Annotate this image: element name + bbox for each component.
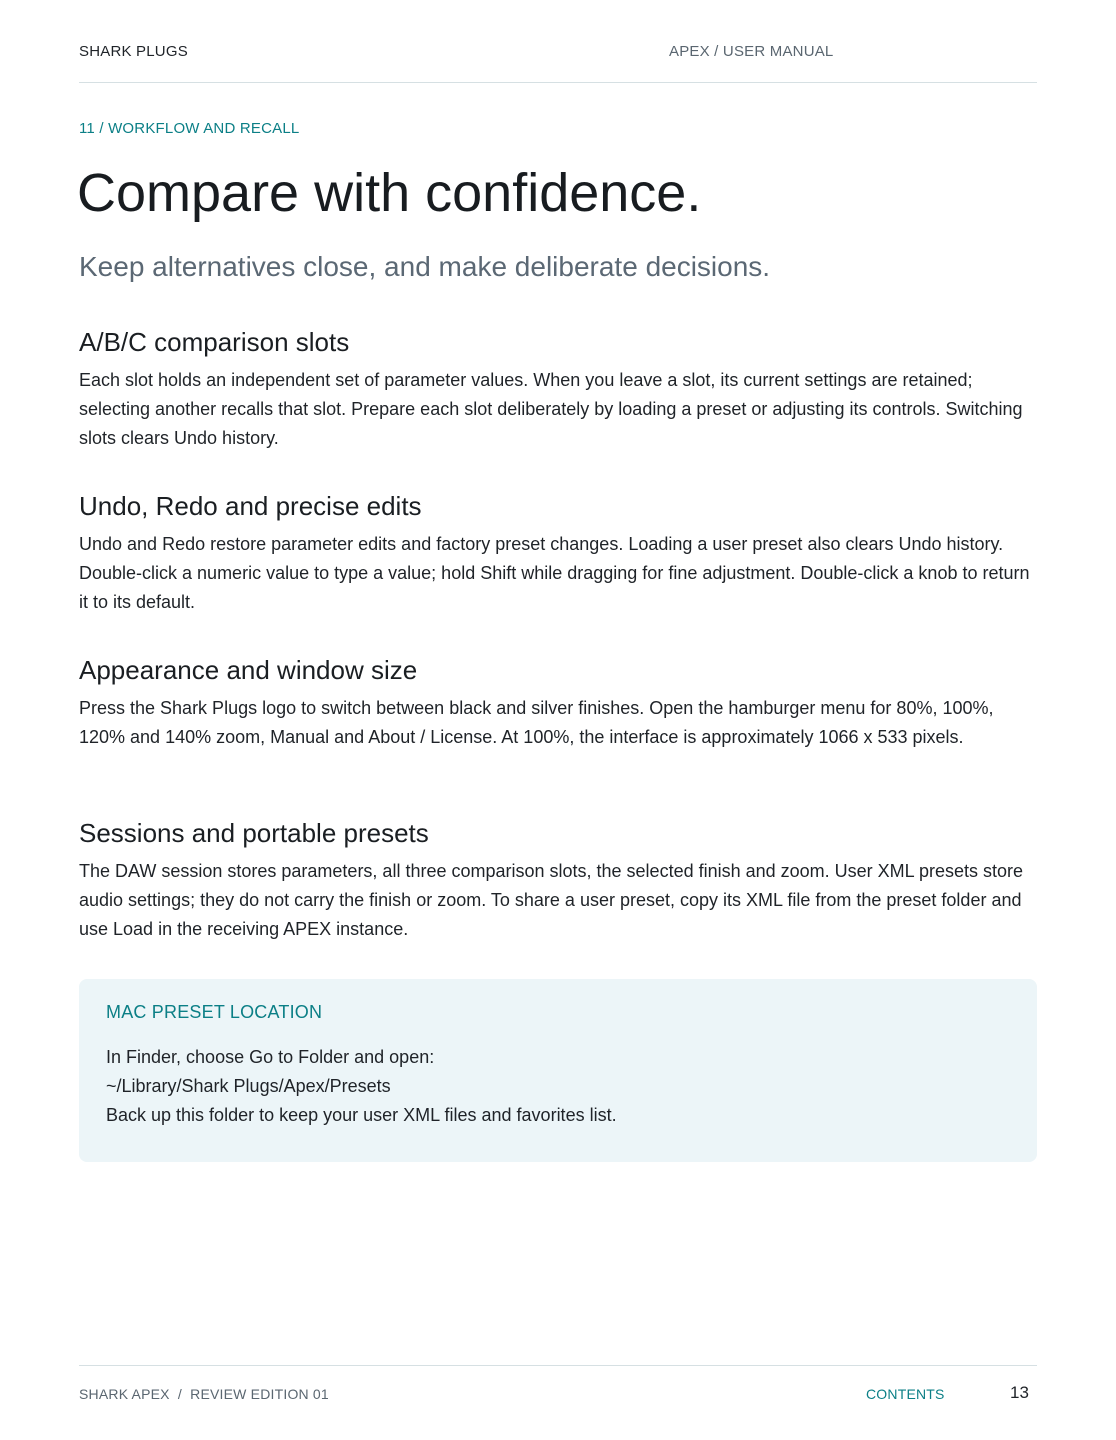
footer-divider [79, 1365, 1037, 1366]
section-body: Undo and Redo restore parameter edits and factory preset changes. Loading a user preset also clears Undo history. Double-click a numeric value to type a value; hold Shift while dragging for fine adjustment. Double-click a knob to return it to its default. [79, 534, 1030, 612]
section-comparison-slots [79, 326, 1039, 453]
note-line-path: ~/Library/Shark Plugs/Apex/Presets [106, 1076, 391, 1096]
contents-link[interactable]: CONTENTS [866, 1386, 945, 1402]
header-brand: SHARK PLUGS [79, 43, 188, 60]
section-sessions-presets [79, 817, 1039, 944]
note-line: Back up this folder to keep your user XML files and favorites list. [106, 1105, 617, 1125]
note-body [106, 1043, 617, 1130]
section-body: Each slot holds an independent set of parameter values. When you leave a slot, its current settings are retained; selecting another recalls that slot. Prepare each slot deliberately by loading a preset or adjusting its controls. Switching slots clears Undo history. [79, 370, 1023, 448]
header-divider [79, 82, 1037, 83]
page-subtitle: Keep alternatives close, and make deliberate decisions. [79, 251, 771, 282]
chapter-label: 11 / WORKFLOW AND RECALL [79, 120, 300, 137]
header-document-title: APEX / USER MANUAL [669, 43, 834, 60]
section-heading: Sessions and portable presets [79, 818, 429, 848]
note-line: In Finder, choose Go to Folder and open: [106, 1047, 435, 1067]
page-title: Compare with confidence. [77, 163, 702, 223]
note-title: MAC PRESET LOCATION [106, 1002, 323, 1022]
section-heading: Appearance and window size [79, 655, 418, 685]
section-body: Press the Shark Plugs logo to switch between black and silver finishes. Open the hamburger menu for 80%, 100%, 120% and 140% zoom, Manual and About / License. At 100%, the interface is approximately 1066 x 533 pixels. [79, 698, 994, 747]
footer-edition: SHARK APEX / REVIEW EDITION 01 [79, 1386, 329, 1402]
preset-location-note [79, 979, 1037, 1162]
section-heading: A/B/C comparison slots [79, 327, 350, 357]
page-number: 13 [1010, 1383, 1029, 1402]
section-undo-redo [79, 490, 1039, 617]
section-heading: Undo, Redo and precise edits [79, 491, 422, 521]
section-body: The DAW session stores parameters, all three comparison slots, the selected finish and zoom. User XML presets store audio settings; they do not carry the finish or zoom. To share a user preset, copy its XML file from the preset folder and use Load in the receiving APEX instance. [79, 861, 1024, 939]
section-appearance [79, 654, 1039, 752]
